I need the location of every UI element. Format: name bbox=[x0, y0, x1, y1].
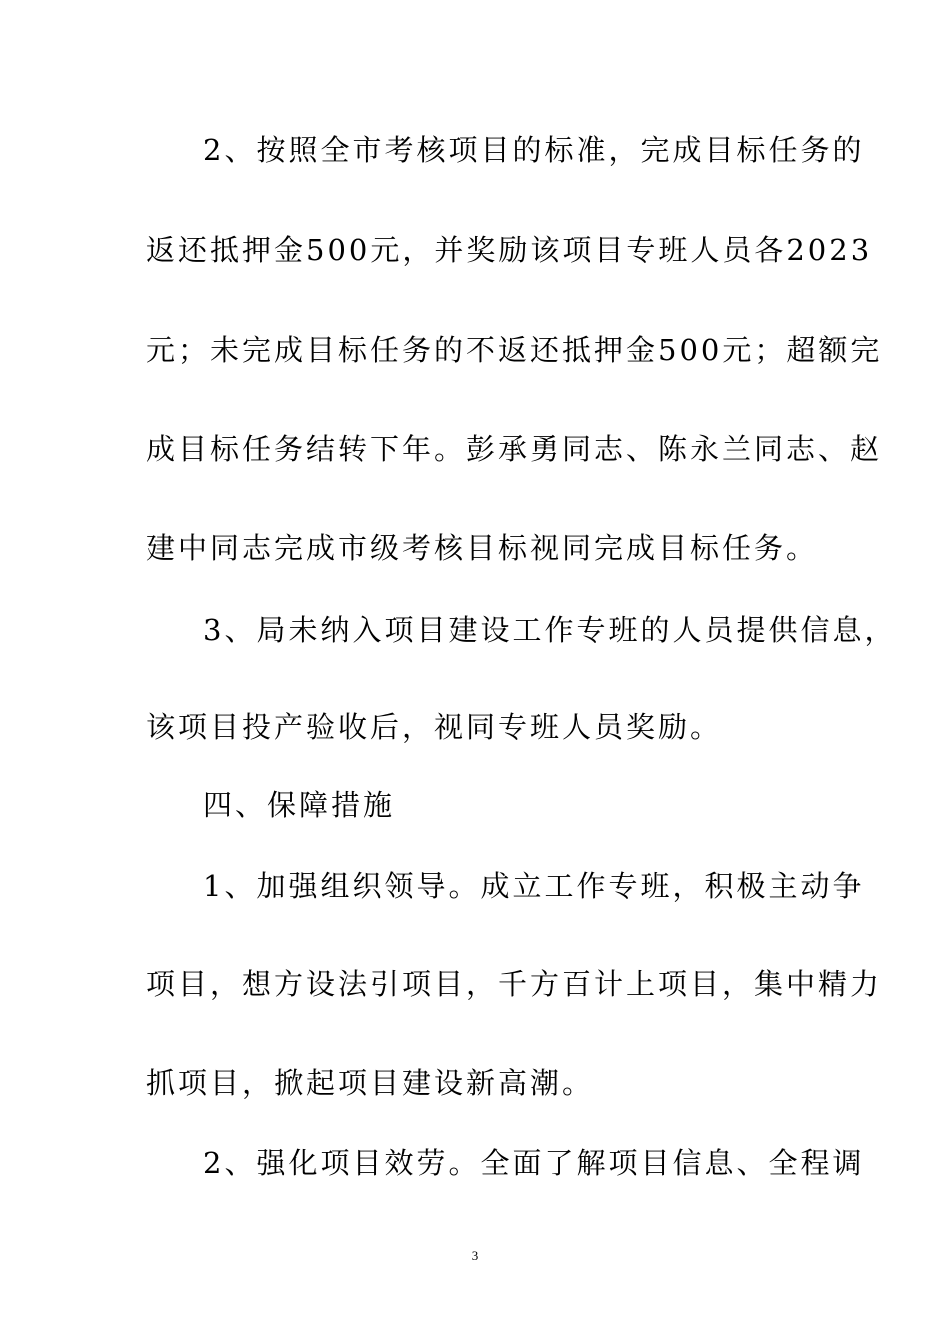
paragraph-line: 该项目投产验收后，视同专班人员奖励。 bbox=[146, 710, 723, 744]
section-heading: 四、保障措施 bbox=[203, 788, 396, 822]
paragraph-line: 2、按照全市考核项目的标准，完成目标任务的 bbox=[203, 133, 865, 167]
paragraph-line: 元；未完成目标任务的不返还抵押金500元；超额完 bbox=[146, 333, 883, 367]
paragraph-line: 2、强化项目效劳。全面了解项目信息、全程调 bbox=[203, 1146, 865, 1180]
paragraph-line: 1、加强组织领导。成立工作专班，积极主动争 bbox=[203, 869, 865, 903]
paragraph-line: 项目，想方设法引项目，千方百计上项目，集中精力 bbox=[146, 967, 883, 1001]
paragraph-line: 抓项目，掀起项目建设新高潮。 bbox=[146, 1066, 595, 1100]
paragraph-line: 返还抵押金500元，并奖励该项目专班人员各2023 bbox=[146, 233, 873, 267]
paragraph-line: 成目标任务结转下年。彭承勇同志、陈永兰同志、赵 bbox=[146, 432, 883, 466]
page-number: 3 bbox=[471, 1248, 479, 1263]
paragraph-line: 建中同志完成市级考核目标视同完成目标任务。 bbox=[146, 531, 819, 565]
paragraph-line: 3、局未纳入项目建设工作专班的人员提供信息， bbox=[203, 613, 897, 647]
